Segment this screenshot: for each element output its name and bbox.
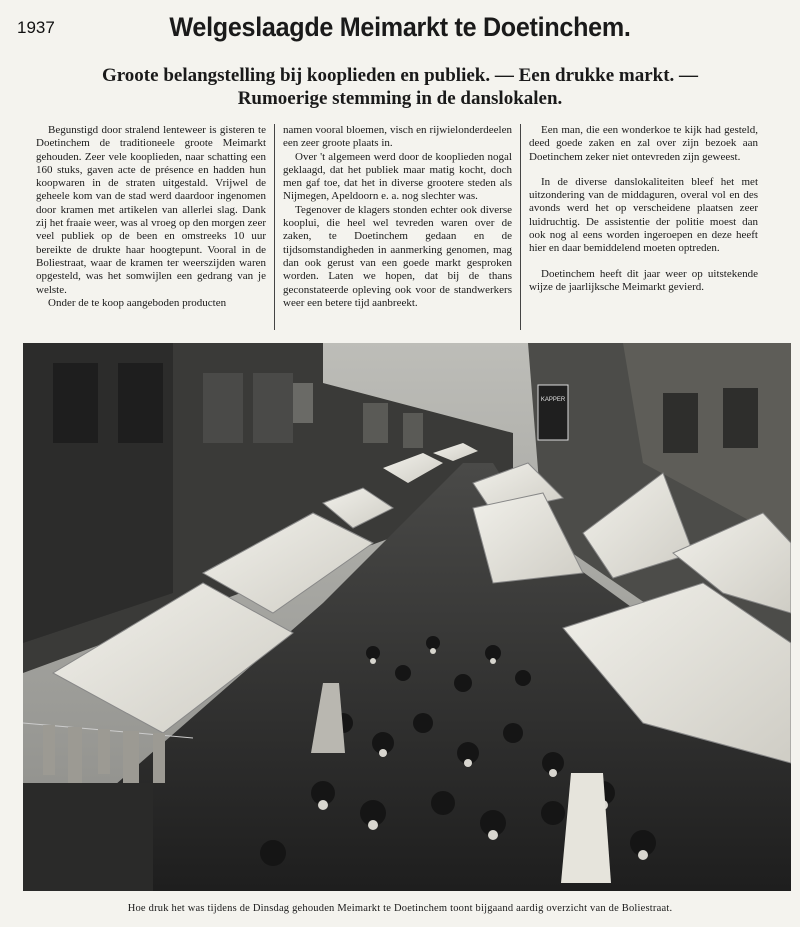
subheadline-line-2: Rumoerige stemming in de danslokalen. — [237, 88, 563, 109]
paragraph: In de diverse danslokaliteiten bleef het met uitzondering van de middaguren, overal vol en des avonds werd het op verscheidene plaatsen zeer luidruchtig. De assistentie der politie moest dan ook nog al eens worden ingeroepen en deze heeft hier en daar bemiddelend moeten optreden. — [529, 175, 758, 255]
paragraph: Doetinchem heeft dit jaar weer op uitstekende wijze de jaarlijksche Meimarkt gevierd. — [529, 267, 758, 293]
paragraph: Onder de te koop aangeboden producten — [48, 296, 227, 309]
headline: Welgeslaagde Meimarkt te Doetinchem. — [169, 12, 631, 42]
paragraph: Een man, die een wonderkoe te kijk had gesteld, deed goede zaken en zal over zijn bezoek aan Doetinchem zeker niet ontevreden zijn geweest. — [529, 124, 758, 163]
photo-caption: Hoe druk het was tijdens de Dinsdag gehouden Meimarkt te Doetinchem toont bijgaand aardig overzicht van de Boliestraat. — [127, 903, 673, 914]
year-label: 1937 — [17, 18, 55, 37]
article-body — [28, 124, 766, 330]
paragraph: Begunstigd door stralend lenteweer is gisteren te Doetinchem de traditioneele groote Meimarkt gehouden. Zeer vele kooplieden, naar schatting een 160 stuks, gaven acte de présence en hadden hun koopwaren in de straten uitgestald. Vrijwel de geheele kom van de stad werd daardoor ingenomen door kramen met artikelen van allerlei slag. Dank zij het fraaie weer, was al vroeg op den morgen zeer veel publiek op de been en omstreeks 10 uur bereikte de drukte haar hoogtepunt. Vooral in de Boliestraat, waar de kramen ter weerszijden waren opgesteld, was het somwijlen een gedrang van je welste. — [36, 124, 266, 296]
paragraph: Over 't algemeen werd door de kooplieden nogal geklaagd, dat het publiek maar matig kocht, doch men gaf toe, dat het in diverse grootere steden als Nijmegen, Apeldoorn e. a. nog slechter was. — [283, 150, 512, 203]
shop-sign — [538, 385, 568, 440]
paragraph: namen vooral bloemen, visch en rijwielonderdeelen een zeer groote plaats in. — [283, 124, 512, 150]
shop-sign-text: KAPPER — [540, 397, 566, 403]
article-column-1 — [28, 124, 274, 330]
market-street-photo — [23, 343, 791, 891]
paragraph: Tegenover de klagers stonden echter ook diverse kooplui, die heel wel tevreden waren over de zaken, te Doetinchem gedaan en de tijdsomstandigheden in aanmerking genomen, mag dan ook gerust van een goede markt gesproken worden. Laten we hopen, dat bij de thans geconstateerde opleving ook voor de standwerkers weer een betere tijd aanbreekt. — [283, 203, 512, 309]
article-column-2 — [274, 124, 520, 330]
subheadline-line-1: Groote belangstelling bij kooplieden en publiek. — Een drukke markt. — — [101, 65, 699, 86]
subheadline — [40, 64, 760, 110]
article-column-3 — [520, 124, 766, 330]
